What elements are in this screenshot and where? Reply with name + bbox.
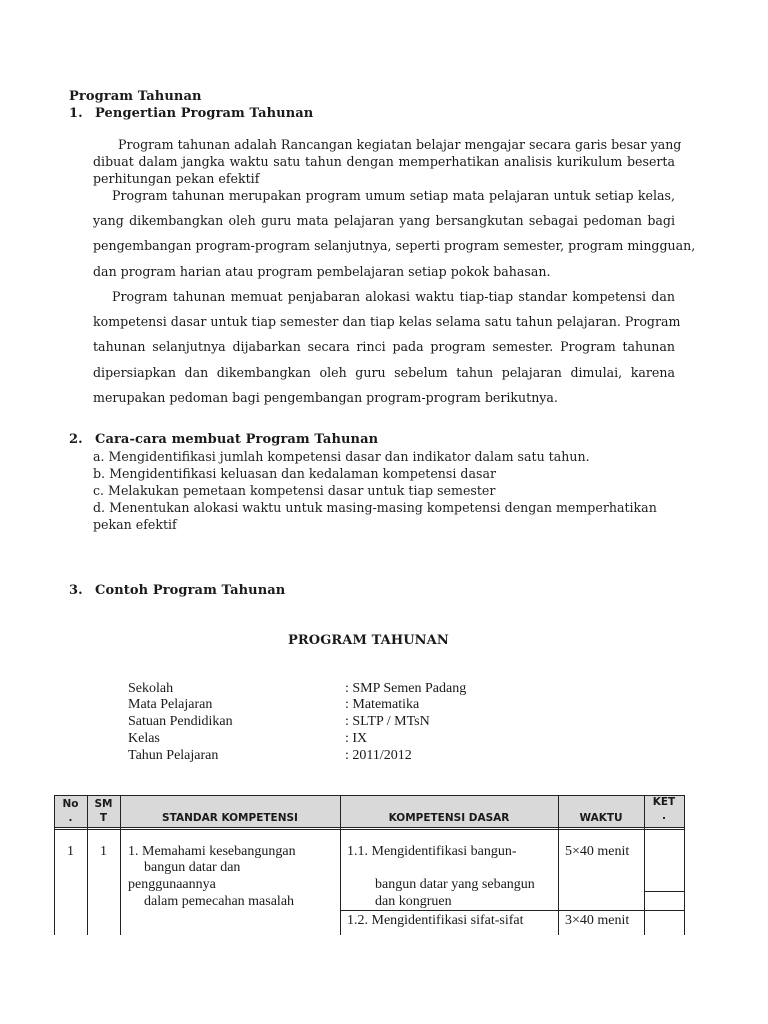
header-no-line1: No (62, 798, 79, 810)
cell-kd-line: bangun datar yang sebangun (375, 877, 535, 892)
list-item: a. Mengidentifikasi jumlah kompetensi dasar dan indikator dalam satu tahun. (93, 449, 590, 464)
cell-sk-line: bangun datar dan (144, 860, 241, 875)
cell-kd-line: 1.2. Mengidentifikasi sifat-sifat (347, 913, 524, 928)
section-2-number: 2. (69, 432, 83, 447)
info-value: : Matematika (345, 697, 420, 712)
cell-sk-line: dalam pemecahan masalah (144, 894, 295, 909)
info-label: Sekolah (128, 681, 174, 696)
table-border (54, 827, 685, 828)
info-label: Tahun Pelajaran (128, 748, 219, 763)
table-border (54, 795, 685, 796)
paragraph-line: dibuat dalam jangka waktu satu tahun dengan memperhatikan analisis kurikulum beserta (93, 154, 675, 169)
program-title: PROGRAM TAHUNAN (288, 633, 449, 648)
table-border (684, 795, 685, 935)
header-ket-line2: . (662, 810, 666, 822)
paragraph-line: pengembangan program-program selanjutnya, seperti program semester, program mingguan, (93, 238, 696, 253)
program-table (54, 795, 685, 935)
section-1-heading: Pengertian Program Tahunan (95, 106, 314, 121)
header-kompetensi-dasar: KOMPETENSI DASAR (388, 812, 510, 824)
header-ket-line1: KET (652, 796, 676, 808)
paragraph-line: Program tahunan memuat penjabaran alokasi waktu tiap-tiap standar kompetensi dan (112, 289, 675, 304)
cell-sk-line: penggunaannya (128, 877, 216, 892)
info-value: : SMP Semen Padang (345, 681, 467, 696)
info-value: : 2011/2012 (345, 748, 412, 763)
paragraph-line: Program tahunan adalah Rancangan kegiatan belajar mengajar secara garis besar yang (118, 137, 682, 152)
paragraph-line: kompetensi dasar untuk tiap semester dan tiap kelas selama satu tahun pelajaran. Program (93, 314, 681, 329)
info-value: : IX (345, 731, 368, 746)
header-no (54, 797, 87, 825)
paragraph-line: tahunan selanjutnya dijabarkan secara rinci pada program semester. Program tahunan (93, 339, 675, 354)
info-label: Mata Pelajaran (128, 697, 213, 712)
paragraph-line: yang dikembangkan oleh guru mata pelajaran yang bersangkutan sebagai pedoman bagi (93, 213, 675, 228)
cell-waktu: 3×40 menit (565, 913, 630, 928)
section-3-heading: Contoh Program Tahunan (95, 583, 286, 598)
section-2-heading: Cara-cara membuat Program Tahunan (95, 432, 379, 447)
document-title: Program Tahunan (69, 89, 202, 104)
list-item: pekan efektif (93, 517, 177, 532)
table-border (644, 891, 685, 892)
table-border (340, 910, 685, 911)
header-smt-line2: T (99, 812, 108, 824)
paragraph-line: dipersiapkan dan dikembangkan oleh guru sebelum tahun pelajaran dimulai, karena (93, 365, 675, 380)
cell-sk-line: 1. Memahami kesebangungan (128, 844, 296, 859)
cell-waktu: 5×40 menit (565, 844, 630, 859)
paragraph-line: perhitungan pekan efektif (93, 171, 260, 186)
paragraph-line: dan program harian atau program pembelajaran setiap pokok bahasan. (93, 264, 551, 279)
info-label: Kelas (128, 731, 160, 746)
cell-kd-line: dan kongruen (375, 894, 452, 909)
section-3-number: 3. (69, 583, 83, 598)
info-value: : SLTP / MTsN (345, 714, 430, 729)
info-label: Satuan Pendidikan (128, 714, 233, 729)
header-standar-kompetensi: STANDAR KOMPETENSI (162, 812, 298, 824)
cell-no: 1 (67, 844, 74, 859)
header-ket (644, 795, 684, 823)
list-item: c. Melakukan pemetaan kompetensi dasar untuk tiap semester (93, 483, 496, 498)
header-smt-line1: SM (94, 798, 113, 810)
header-smt (87, 797, 120, 825)
header-waktu: WAKTU (579, 812, 623, 824)
cell-smt: 1 (100, 844, 107, 859)
section-1-number: 1. (69, 106, 83, 121)
header-no-line2: . (68, 812, 73, 824)
table-border (54, 829, 685, 830)
paragraph-line: Program tahunan merupakan program umum setiap mata pelajaran untuk setiap kelas, (112, 188, 675, 203)
list-item: b. Mengidentifikasi keluasan dan kedalaman kompetensi dasar (93, 466, 496, 481)
cell-kd-line: 1.1. Mengidentifikasi bangun- (347, 844, 517, 859)
paragraph-line: merupakan pedoman bagi pengembangan program-program berikutnya. (93, 390, 558, 405)
list-item: d. Menentukan alokasi waktu untuk masing-masing kompetensi dengan memperhatikan (93, 500, 657, 515)
